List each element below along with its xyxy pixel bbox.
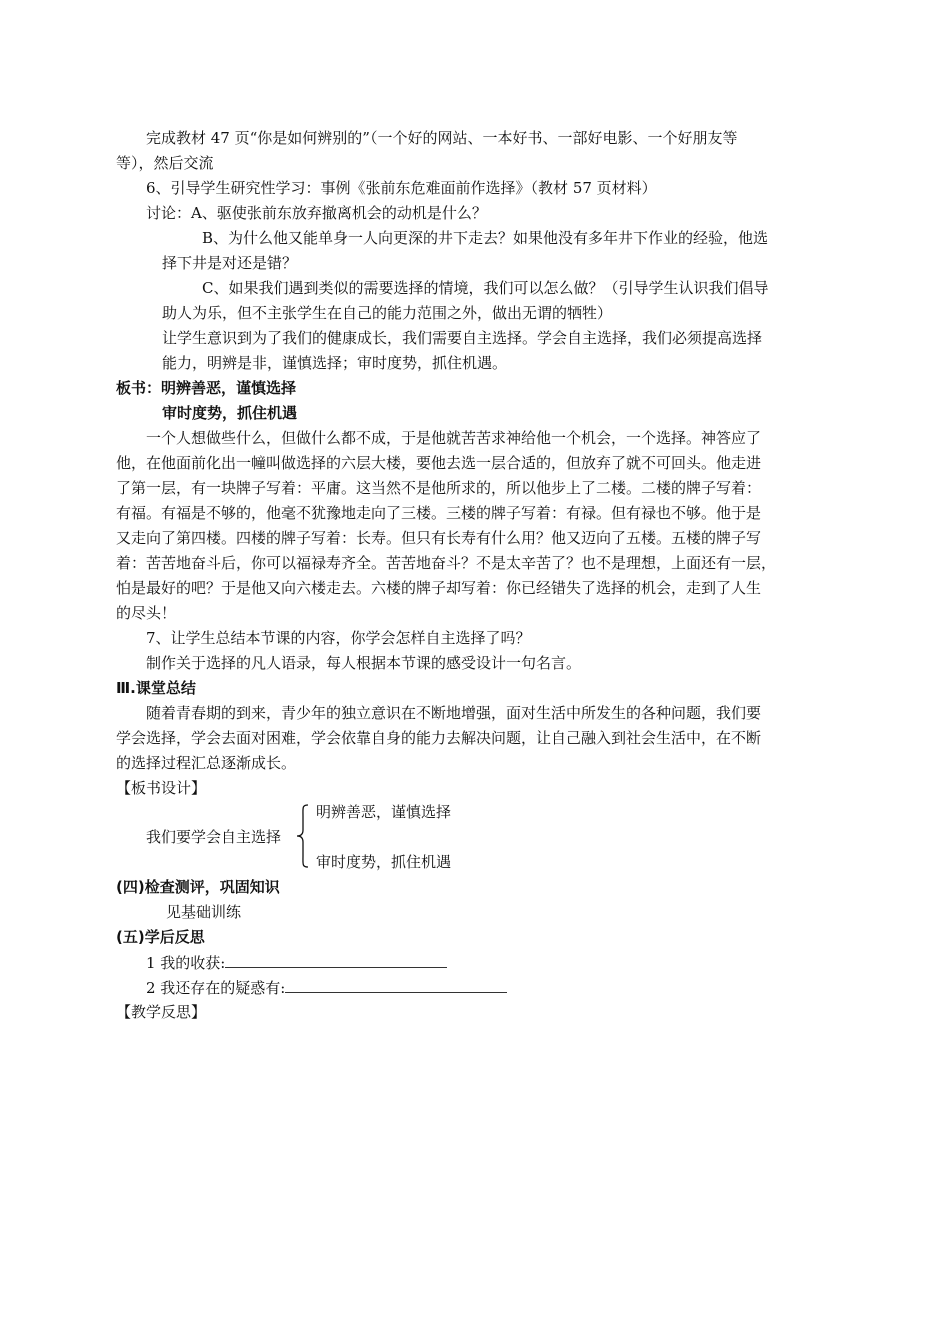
board-title: 板书：明辨善恶，谨慎选择: [116, 379, 297, 397]
text-line: 的选择过程汇总逐渐成长。: [116, 754, 297, 772]
diagram-root: 我们要学会自主选择: [146, 828, 282, 846]
reflection-item: [146, 977, 507, 998]
text-line: 7、让学生总结本节课的内容，你学会怎样自主选择了吗？: [146, 629, 531, 647]
section-heading: Ⅲ.课堂总结: [116, 679, 196, 697]
text-line: 着：苦苦地奋斗后，你可以福禄寿齐全。苦苦地奋斗？不是太辛苦了？也不是理想，上面还有一层，: [116, 554, 777, 572]
section-heading: (四)检查测评，巩固知识: [116, 878, 280, 896]
diagram-branch-bottom: 审时度势，抓住机遇: [316, 853, 452, 871]
text-line: 讨论：A、驱使张前东放弃撤离机会的动机是什么？: [146, 204, 487, 222]
text-line: 随着青春期的到来，青少年的独立意识在不断地增强，面对生活中所发生的各种问题，我们要: [146, 704, 762, 722]
reflection-label: 1 我的收获:: [146, 954, 226, 972]
diagram-branch-top: 明辨善恶，谨慎选择: [316, 803, 452, 821]
reflection-item: [146, 952, 447, 973]
text-line: 让学生意识到为了我们的健康成长，我们需要自主选择。学会自主选择，我们必须提高选择: [162, 329, 763, 347]
reflection-label: 2 我还存在的疑惑有:: [146, 979, 286, 997]
text-line: 6、引导学生研究性学习：事例《张前东危难面前作选择》（教材 57 页材料）: [146, 179, 657, 197]
text-line: C、如果我们遇到类似的需要选择的情境，我们可以怎么做？（引导学生认识我们倡导: [202, 279, 769, 297]
answer-blank[interactable]: [225, 952, 447, 968]
text-line: 的尽头！: [116, 604, 177, 622]
text-line: 了第一层，有一块牌子写着：平庸。这当然不是他所求的，所以他步上了二楼。二楼的牌子写着：: [116, 479, 762, 497]
text-line: 能力，明辨是非，谨慎选择；审时度势，抓住机遇。: [162, 354, 508, 372]
text-line: 学会选择，学会去面对困难，学会依靠自身的能力去解决问题，让自己融入到社会生活中，在不断: [116, 729, 762, 747]
text-line: 助人为乐，但不主张学生在自己的能力范围之外，做出无谓的牺牲）: [162, 304, 613, 322]
section-heading: (五)学后反思: [116, 928, 205, 946]
text-line: 有福。有福是不够的，他毫不犹豫地走向了三楼。三楼的牌子写着：有禄。但有禄也不够。他于是: [116, 504, 762, 522]
answer-blank[interactable]: [285, 977, 507, 993]
text-line: 择下井是对还是错？: [162, 254, 298, 272]
text-line: 怕是最好的吧？于是他又向六楼走去。六楼的牌子却写着：你已经错失了选择的机会，走到了人生: [116, 579, 762, 597]
text-line: B、为什么他又能单身一人向更深的井下走去？如果他没有多年井下作业的经验，他选: [202, 229, 769, 247]
text-line: 制作关于选择的凡人语录，每人根据本节课的感受设计一句名言。: [146, 654, 582, 672]
text-line: 见基础训练: [166, 903, 242, 921]
text-line: 他，在他面前化出一幢叫做选择的六层大楼，要他去选一层合适的，但放弃了就不可回头。他走进: [116, 454, 762, 472]
board-line: 审时度势，抓住机遇: [162, 404, 298, 422]
section-heading: 【板书设计】: [116, 779, 207, 797]
text-line: 又走向了第四楼。四楼的牌子写着：长寿。但只有长寿有什么用？他又迈向了五楼。五楼的牌子写: [116, 529, 762, 547]
text-line: 一个人想做些什么，但做什么都不成，于是他就苦苦求神给他一个机会，一个选择。神答应了: [146, 429, 762, 447]
text-line: 完成教材 47 页“你是如何辨别的”（一个好的网站、一本好书、一部好电影、一个好朋友等: [146, 129, 738, 147]
section-heading: 【教学反思】: [116, 1003, 207, 1021]
text-line: 等），然后交流: [116, 154, 214, 172]
brace-icon: [296, 804, 310, 868]
